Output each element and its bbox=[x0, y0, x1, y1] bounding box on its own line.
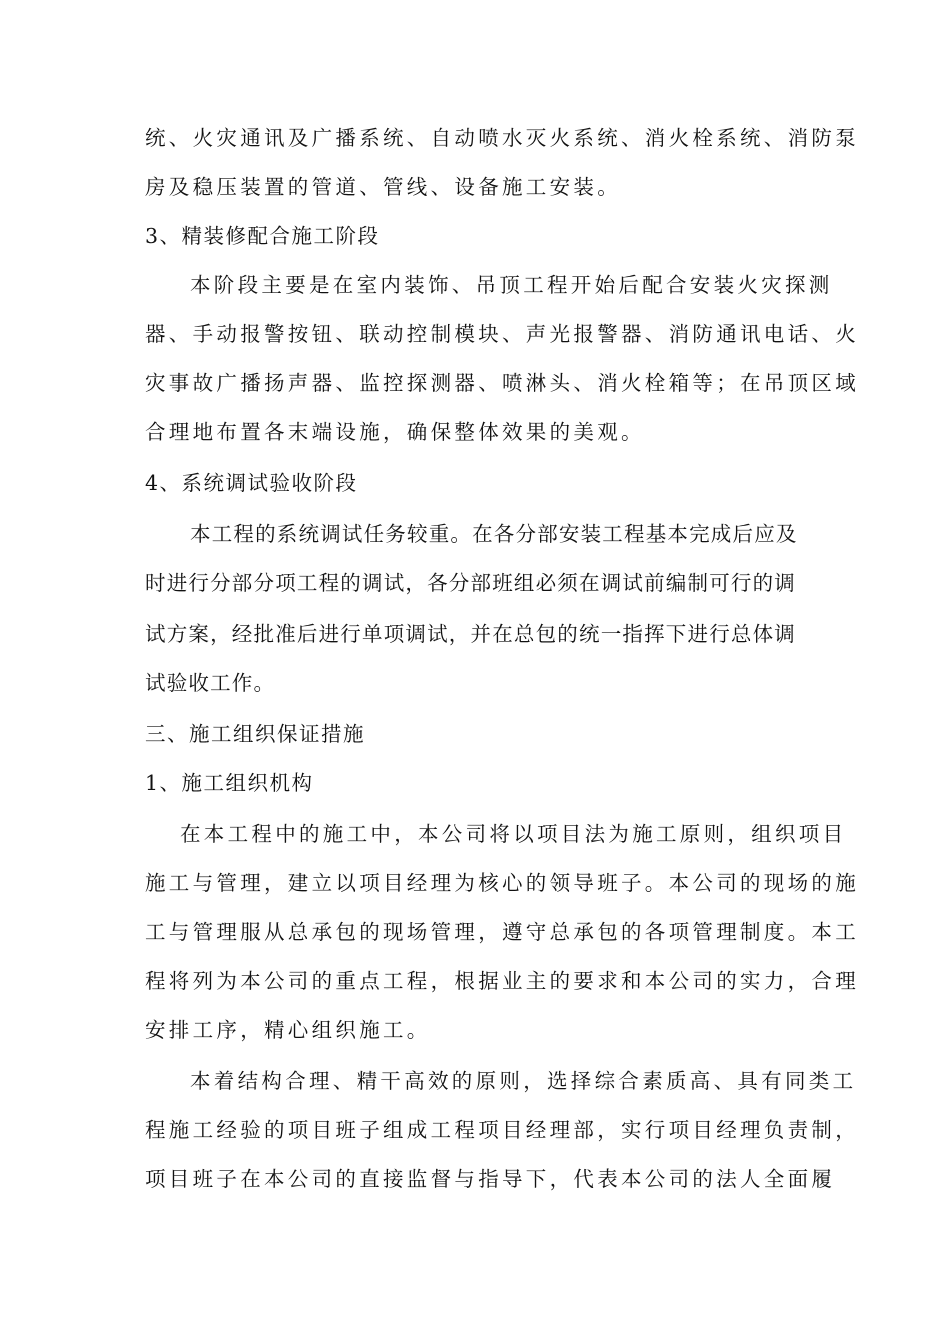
text-line: 本着结构合理、精干高效的原则，选择综合素质高、具有同类工 bbox=[190, 1069, 857, 1093]
section-heading: 三、施工组织保证措施 bbox=[145, 722, 365, 746]
text-line: 程将列为本公司的重点工程，根据业主的要求和本公司的实力，合理 bbox=[145, 969, 859, 993]
text-line: 器、手动报警按钮、联动控制模块、声光报警器、消防通讯电话、火 bbox=[145, 322, 859, 346]
text-line: 试验收工作。 bbox=[145, 671, 276, 695]
text-line: 安排工序，精心组织施工。 bbox=[145, 1018, 431, 1042]
text-line: 试方案，经批准后进行单项调试，并在总包的统一指挥下进行总体调 bbox=[145, 622, 796, 646]
text-line: 施工与管理，建立以项目经理为核心的领导班子。本公司的现场的施 bbox=[145, 871, 859, 895]
text-line: 项目班子在本公司的直接监督与指导下，代表本公司的法人全面履 bbox=[145, 1167, 836, 1191]
text-line: 统、火灾通讯及广播系统、自动喷水灭火系统、消火栓系统、消防泵 bbox=[145, 126, 859, 150]
section-heading: 1、施工组织机构 bbox=[145, 771, 314, 795]
text-line: 房及稳压装置的管道、管线、设备施工安装。 bbox=[145, 175, 621, 199]
text-line: 工与管理服从总承包的现场管理，遵守总承包的各项管理制度。本工 bbox=[145, 920, 859, 944]
text-line: 在本工程中的施工中，本公司将以项目法为施工原则，组织项目 bbox=[180, 822, 847, 846]
text-line: 程施工经验的项目班子组成工程项目经理部，实行项目经理负责制， bbox=[145, 1118, 859, 1142]
text-line: 时进行分部分项工程的调试，各分部班组必须在调试前编制可行的调 bbox=[145, 571, 796, 595]
section-heading: 3、精装修配合施工阶段 bbox=[145, 224, 380, 248]
text-line: 本工程的系统调试任务较重。在各分部安装工程基本完成后应及 bbox=[190, 522, 798, 546]
section-heading: 4、系统调试验收阶段 bbox=[145, 471, 358, 495]
text-line: 本阶段主要是在室内装饰、吊顶工程开始后配合安装火灾探测 bbox=[190, 273, 833, 297]
text-line: 合理地布置各末端设施，确保整体效果的美观。 bbox=[145, 420, 645, 444]
text-line: 灾事故广播扬声器、监控探测器、喷淋头、消火栓箱等；在吊顶区域 bbox=[145, 371, 859, 395]
